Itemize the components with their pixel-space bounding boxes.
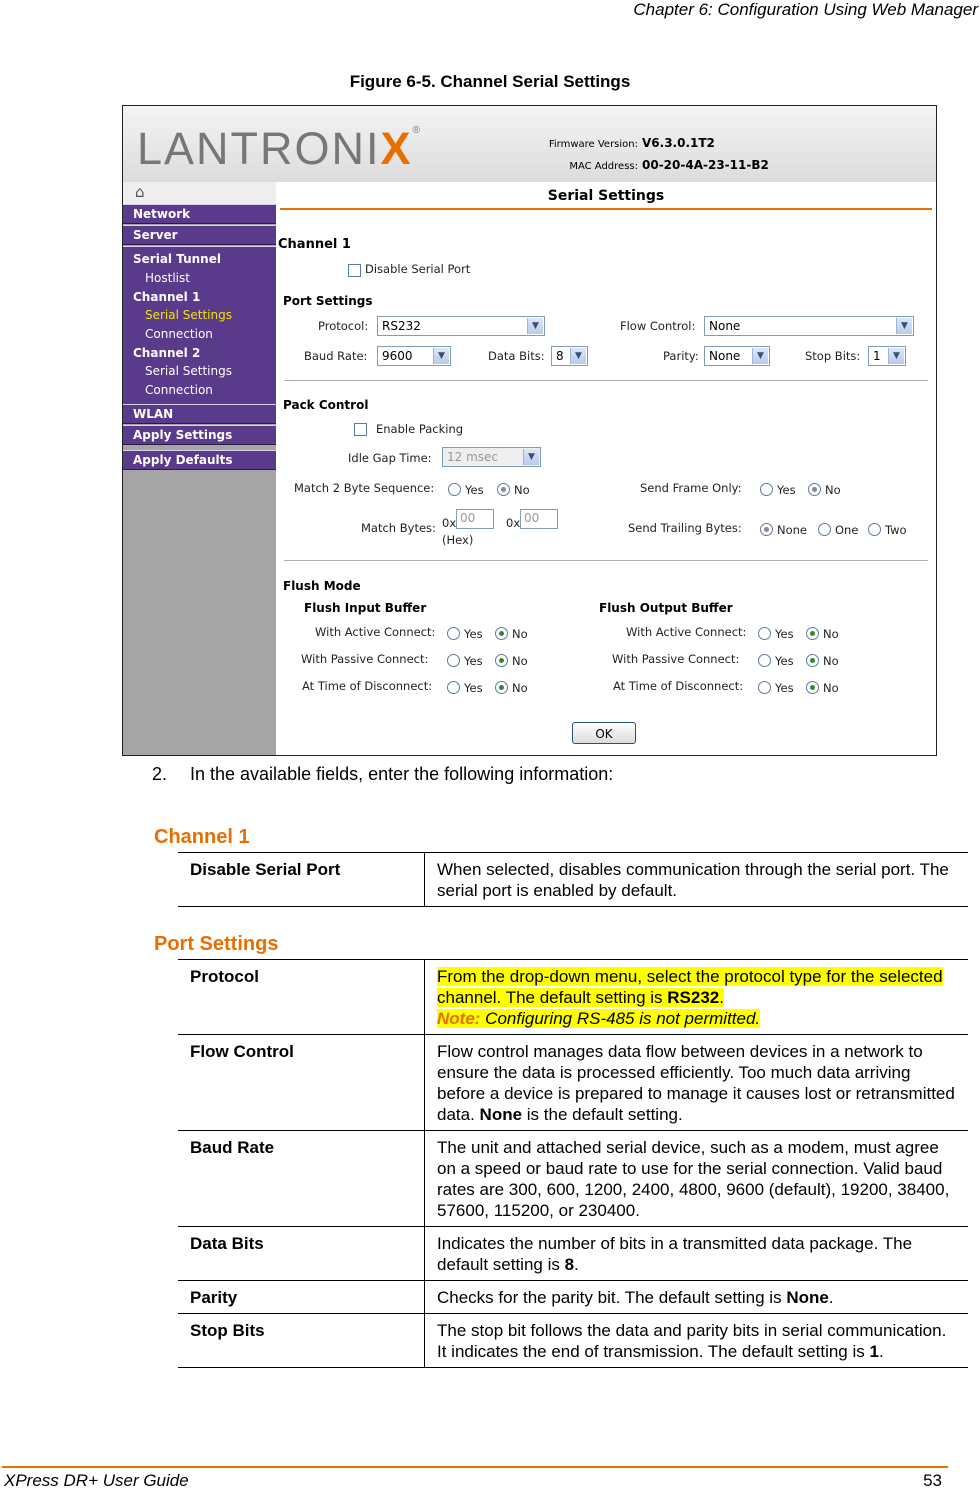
sidebar-item-ch2-serial-settings[interactable]: Serial Settings xyxy=(123,364,276,382)
table-row xyxy=(178,1131,968,1227)
idle-gap-label: Idle Gap Time: xyxy=(348,451,432,465)
match2-label: Match 2 Byte Sequence: xyxy=(294,481,435,495)
input-disconnect-no-radio[interactable] xyxy=(495,681,508,694)
chevron-down-icon: ▼ xyxy=(527,318,543,334)
trailing-one-label: One xyxy=(835,523,859,537)
firmware-version: Firmware Version: V6.3.0.1T2 xyxy=(548,136,715,150)
web-manager-header xyxy=(123,106,936,182)
term-cell: Data Bits xyxy=(178,1227,425,1281)
enable-packing-checkbox[interactable] xyxy=(354,423,367,436)
channel1-heading: Channel 1 xyxy=(154,826,250,848)
no-label: No xyxy=(823,627,839,641)
sidebar xyxy=(123,182,276,755)
sidebar-item-channel1[interactable]: Channel 1 xyxy=(123,290,276,308)
ok-button[interactable]: OK xyxy=(572,722,636,744)
output-disconnect-no-radio[interactable] xyxy=(806,681,819,694)
sidebar-item-wlan[interactable]: WLAN xyxy=(123,404,276,424)
stop-bits-label: Stop Bits: xyxy=(805,349,861,363)
output-active-connect-label: With Active Connect: xyxy=(626,625,747,639)
input-active-yes-radio[interactable] xyxy=(447,627,460,640)
chevron-down-icon: ▼ xyxy=(752,348,768,364)
term-cell: Baud Rate xyxy=(178,1131,425,1227)
table-row xyxy=(178,853,968,907)
chevron-down-icon: ▼ xyxy=(570,348,586,364)
parity-label: Parity: xyxy=(663,349,699,363)
yes-label: Yes xyxy=(775,627,794,641)
send-frame-yes-label: Yes xyxy=(777,483,796,497)
input-passive-connect-label: With Passive Connect: xyxy=(301,652,429,666)
page-title: Serial Settings xyxy=(547,188,665,204)
input-passive-yes-radio[interactable] xyxy=(447,654,460,667)
no-label: No xyxy=(512,654,528,668)
sidebar-item-channel2[interactable]: Channel 2 xyxy=(123,346,276,364)
mac-address: MAC Address: 00-20-4A-23-11-B2 xyxy=(569,158,769,172)
figure-caption: Figure 6-5. Channel Serial Settings xyxy=(349,72,631,91)
instruction-step: 2. In the available fields, enter the following information: xyxy=(152,764,614,784)
send-frame-yes-radio[interactable] xyxy=(760,483,773,496)
hex-prefix-2: 0x xyxy=(506,516,521,530)
channel-label: Channel 1 xyxy=(278,237,351,252)
send-frame-no-radio[interactable] xyxy=(808,483,821,496)
yes-label: Yes xyxy=(464,681,483,695)
disable-serial-port-label: Disable Serial Port xyxy=(365,262,471,276)
definition-cell: Flow control manages data flow between devices in a network to ensure the data is processed efficiently. Too much data arriving before a device is prepared to manage it causes lost or retransmitted data. None is the default setting. xyxy=(437,1042,955,1124)
input-time-disconnect-label: At Time of Disconnect: xyxy=(302,679,433,693)
output-active-yes-radio[interactable] xyxy=(758,627,771,640)
footer-title: XPress DR+ User Guide xyxy=(4,1471,189,1490)
disable-serial-port-checkbox[interactable] xyxy=(348,264,361,277)
section-divider xyxy=(284,560,928,562)
port-settings-heading: Port Settings xyxy=(154,933,279,955)
sidebar-item-network[interactable]: Network xyxy=(123,204,276,224)
output-time-disconnect-label: At Time of Disconnect: xyxy=(613,679,744,693)
sidebar-item-ch1-serial-settings[interactable]: Serial Settings xyxy=(123,308,276,326)
input-active-connect-label: With Active Connect: xyxy=(315,625,436,639)
baud-rate-label: Baud Rate: xyxy=(304,349,368,363)
sidebar-item-ch2-connection[interactable]: Connection xyxy=(123,383,276,401)
trailing-one-radio[interactable] xyxy=(818,523,831,536)
protocol-select[interactable]: RS232 ▼ xyxy=(377,316,545,336)
input-active-no-radio[interactable] xyxy=(495,627,508,640)
chevron-down-icon: ▼ xyxy=(896,318,912,334)
data-bits-label: Data Bits: xyxy=(488,349,545,363)
match2-no-label: No xyxy=(514,483,530,497)
send-frame-label: Send Frame Only: xyxy=(640,481,742,495)
match-bytes-label: Match Bytes: xyxy=(361,521,436,535)
match2-yes-radio[interactable] xyxy=(448,483,461,496)
sidebar-item-ch1-connection[interactable]: Connection xyxy=(123,327,276,345)
protocol-label: Protocol: xyxy=(318,319,369,333)
match2-yes-label: Yes xyxy=(465,483,484,497)
send-frame-no-label: No xyxy=(825,483,841,497)
hex-note: (Hex) xyxy=(442,533,474,547)
match2-no-radio[interactable] xyxy=(497,483,510,496)
definition-cell: Indicates the number of bits in a transmitted data package. The default setting is 8. xyxy=(437,1234,913,1274)
table-row xyxy=(178,1035,968,1131)
enable-packing-label: Enable Packing xyxy=(376,422,464,436)
flow-control-label: Flow Control: xyxy=(620,319,696,333)
term-cell: Flow Control xyxy=(178,1035,425,1131)
term-cell: Parity xyxy=(178,1281,425,1314)
data-bits-select[interactable]: 8 ▼ xyxy=(551,346,588,366)
port-settings-heading: Port Settings xyxy=(283,294,373,308)
sidebar-item-hostlist[interactable]: Hostlist xyxy=(123,271,276,289)
definition-cell: Checks for the parity bit. The default setting is None. xyxy=(437,1288,834,1307)
input-passive-no-radio[interactable] xyxy=(495,654,508,667)
yes-label: Yes xyxy=(464,654,483,668)
settings-content xyxy=(276,182,936,755)
sidebar-item-apply-settings[interactable]: Apply Settings xyxy=(123,425,276,445)
output-disconnect-yes-radio[interactable] xyxy=(758,681,771,694)
trailing-two-label: Two xyxy=(885,523,907,537)
match-byte-1-input[interactable]: 00 xyxy=(456,509,494,529)
yes-label: Yes xyxy=(775,681,794,695)
flow-control-select[interactable]: None ▼ xyxy=(704,316,914,336)
output-passive-no-radio[interactable] xyxy=(806,654,819,667)
home-icon[interactable]: ⌂ xyxy=(123,182,276,205)
chevron-down-icon: ▼ xyxy=(888,348,904,364)
parity-select[interactable]: None ▼ xyxy=(704,346,770,366)
footer-divider xyxy=(2,1466,948,1468)
trailing-none-label: None xyxy=(777,523,808,537)
chevron-down-icon: ▼ xyxy=(523,449,539,465)
stop-bits-select[interactable]: 1 ▼ xyxy=(868,346,906,366)
lantronix-logo: LANTRONIX® xyxy=(137,123,422,174)
yes-label: Yes xyxy=(775,654,794,668)
definition-cell: The stop bit follows the data and parity bits in serial communication. It indicates the end of transmission. The default setting is 1. xyxy=(437,1321,947,1361)
idle-gap-select[interactable]: 12 msec ▼ xyxy=(442,447,541,467)
flush-input-heading: Flush Input Buffer xyxy=(304,601,427,615)
pack-control-heading: Pack Control xyxy=(283,398,369,412)
port-settings-table xyxy=(178,959,968,1368)
output-passive-yes-radio[interactable] xyxy=(758,654,771,667)
flush-mode-heading: Flush Mode xyxy=(283,579,361,593)
output-active-no-radio[interactable] xyxy=(806,627,819,640)
definition-cell: When selected, disables communication through the serial port. The serial port is enabled by default. xyxy=(437,860,949,900)
definition-cell: The unit and attached serial device, such as a modem, must agree on a speed or baud rate to use for the serial connection. Valid baud rates are 300, 600, 1200, 2400, 4800, 9600 (default), 19200, 38400, 57600, 115200, or 230400. xyxy=(437,1138,950,1220)
trailing-none-radio[interactable] xyxy=(760,523,773,536)
baud-rate-select[interactable]: 9600 ▼ xyxy=(377,346,451,366)
title-divider xyxy=(280,208,932,210)
web-manager-screenshot xyxy=(122,105,937,756)
term-cell: Protocol xyxy=(178,960,425,1035)
term-cell: Disable Serial Port xyxy=(178,853,425,907)
chevron-down-icon: ▼ xyxy=(433,348,449,364)
sidebar-item-serial-tunnel[interactable]: Serial Tunnel xyxy=(123,252,276,270)
table-row xyxy=(178,1227,968,1281)
section-divider xyxy=(284,380,928,382)
no-label: No xyxy=(823,654,839,668)
output-passive-connect-label: With Passive Connect: xyxy=(612,652,740,666)
trailing-two-radio[interactable] xyxy=(868,523,881,536)
sidebar-item-server[interactable]: Server xyxy=(123,225,276,245)
definition-cell: From the drop-down menu, select the protocol type for the selected channel. The default setting is RS232. Note: Configuring RS-485 is not permitted. xyxy=(437,967,943,1028)
channel1-table xyxy=(178,852,968,907)
yes-label: Yes xyxy=(464,627,483,641)
input-disconnect-yes-radio[interactable] xyxy=(447,681,460,694)
note-label: Note: xyxy=(437,1009,481,1028)
send-trailing-label: Send Trailing Bytes: xyxy=(628,521,742,535)
no-label: No xyxy=(512,681,528,695)
page-number: 53 xyxy=(923,1471,942,1490)
no-label: No xyxy=(823,681,839,695)
sidebar-item-apply-defaults[interactable]: Apply Defaults xyxy=(123,450,276,470)
no-label: No xyxy=(512,627,528,641)
term-cell: Stop Bits xyxy=(178,1314,425,1368)
match-byte-2-input[interactable]: 00 xyxy=(520,509,558,529)
flush-output-heading: Flush Output Buffer xyxy=(599,601,733,615)
running-header: Chapter 6: Configuration Using Web Manager xyxy=(633,0,978,19)
hex-prefix-1: 0x xyxy=(442,516,457,530)
table-row xyxy=(178,1314,968,1368)
table-row xyxy=(178,960,968,1035)
table-row xyxy=(178,1281,968,1314)
